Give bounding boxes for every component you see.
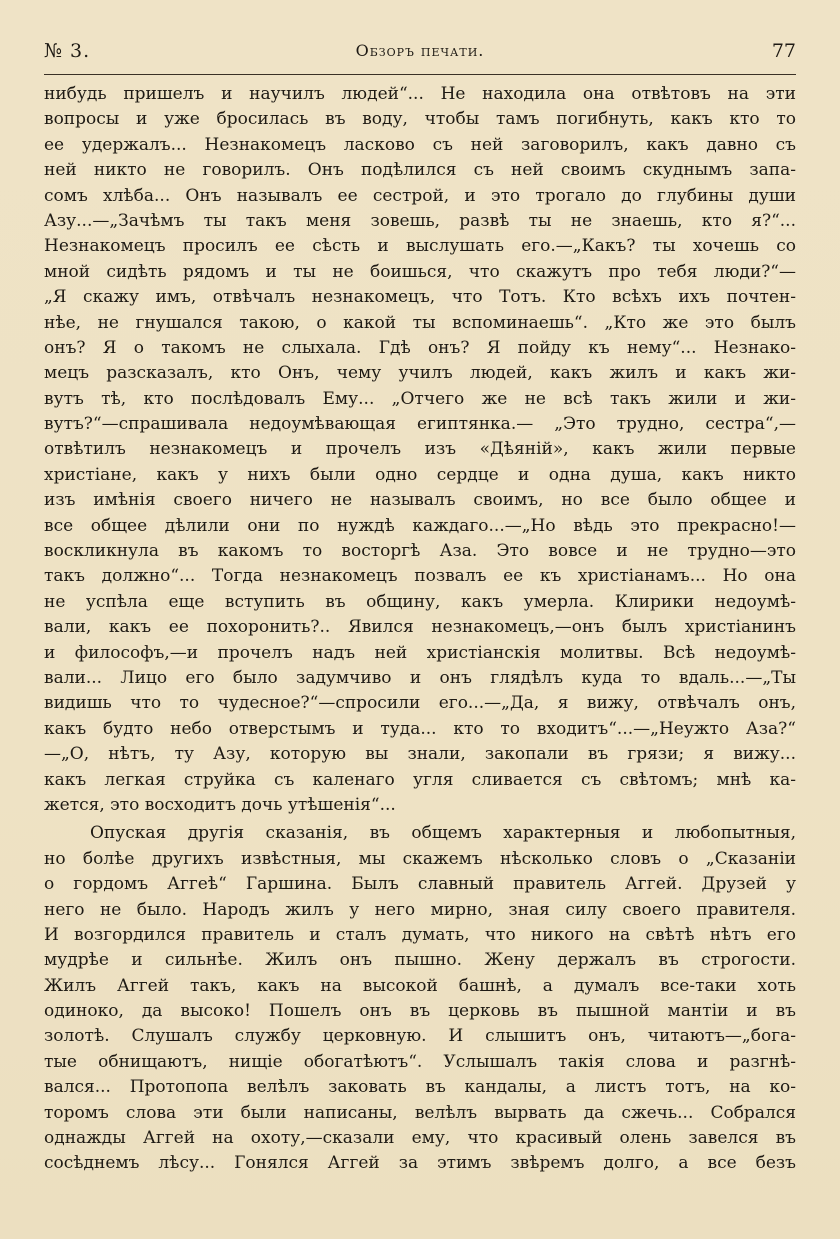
text-line: отвѣтилъ незнакомецъ и прочелъ изъ «Дѣяній», какъ жили первые — [44, 439, 796, 460]
text-line: Азу...—„Зачѣмъ ты такъ меня зовешь, развѣ ты не знаешь, кто я?“... — [44, 210, 796, 231]
text-line: однажды Аггей на охоту,—сказали ему, что красивый олень завелся въ — [44, 1128, 796, 1149]
text-line: такъ должно“... Тогда незнакомецъ позвалъ ее къ христіанамъ... Но она — [44, 566, 796, 587]
text-line: него не было. Народъ жилъ у него мирно, зная силу своего правителя. — [44, 899, 796, 920]
text-line: онъ? Я о такомъ не слыхала. Гдѣ онъ? Я пойду къ нему“... Незнако- — [44, 337, 796, 358]
text-line: вутъ тѣ, кто послѣдовалъ Ему... „Отчего же не всѣ такъ жили и жи- — [44, 388, 796, 409]
text-line: Опуская другія сказанія, въ общемъ характерныя и любопытныя, — [90, 823, 796, 844]
text-line: вался... Протопопа велѣлъ заковать въ кандалы, а листъ тотъ, на ко- — [44, 1077, 796, 1098]
text-line: вали, какъ ее похоронить?.. Явился незнакомецъ,—онъ былъ христіанинъ — [44, 617, 796, 638]
text-line: о гордомъ Аггеѣ“ Гаршина. Былъ славный правитель Аггей. Друзей у — [44, 874, 796, 895]
text-line: видишь что то чудесное?“—спросили его...—„Да, я вижу, отвѣчалъ онъ, — [44, 693, 796, 714]
text-line: христіане, какъ у нихъ были одно сердце и одна душа, какъ никто — [44, 464, 796, 485]
text-line: Незнакомецъ просилъ ее сѣсть и выслушать его.—„Какъ? ты хочешь со — [44, 236, 796, 257]
issue-number: № 3. — [44, 40, 91, 62]
page-number: 77 — [771, 40, 796, 62]
text-line: золотѣ. Слушалъ службу церковную. И слышитъ онъ, читаютъ—„бога- — [44, 1026, 796, 1047]
text-line: мной сидѣть рядомъ и ты не боишься, что скажутъ про тебя люди?“— — [44, 261, 796, 282]
text-line: и философъ,—и прочелъ надъ ней христіанскія молитвы. Всѣ недоумѣ- — [44, 642, 796, 663]
text-line: тые обнищаютъ, нищіе обогатѣютъ“. Услышалъ такія слова и разгнѣ- — [44, 1051, 796, 1072]
text-line: торомъ слова эти были написаны, велѣлъ вырвать да сжечь... Собрался — [44, 1102, 796, 1123]
text-line: какъ легкая струйка съ каленаго угля сливается съ свѣтомъ; мнѣ ка- — [44, 769, 796, 790]
text-line: одиноко, да высоко! Пошелъ онъ въ церковь въ пышной мантіи и въ — [44, 1001, 796, 1022]
text-line: И возгордился правитель и сталъ думать, что никого на свѣтѣ нѣтъ его — [44, 924, 796, 945]
text-line: но болѣе другихъ извѣстныя, мы скажемъ нѣсколько словъ о „Сказаніи — [44, 848, 796, 869]
text-line: не успѣла еще вступить въ общину, какъ умерла. Клирики недоумѣ- — [44, 591, 796, 612]
text-line: все общее дѣлили они по нуждѣ каждаго...—„Но вѣдь это прекрасно!— — [44, 515, 796, 536]
text-line: —„О, нѣтъ, ту Азу, которую вы знали, закопали въ грязи; я вижу... — [44, 744, 796, 765]
section-title: Обзоръ печати. — [355, 41, 485, 60]
text-line: вали... Лицо его было задумчиво и онъ глядѣлъ куда то вдаль...—„Ты — [44, 667, 796, 688]
text-line: изъ имѣнія своего ничего не называлъ своимъ, но все было общее и — [44, 490, 796, 511]
text-line: Жилъ Аггей такъ, какъ на высокой башнѣ, а думалъ все-таки хоть — [44, 975, 796, 996]
text-line: вопросы и уже бросилась въ воду, чтобы тамъ погибнуть, какъ кто то — [44, 109, 796, 130]
text-line: сосѣднемъ лѣсу... Гонялся Аггей за этимъ звѣремъ долго, а все безъ — [44, 1153, 796, 1174]
text-line: сомъ хлѣба... Онъ называлъ ее сестрой, и это трогало до глубины души — [44, 185, 796, 206]
paragraph — [44, 821, 796, 1176]
text-line: жется, это восходитъ дочь утѣшенія“... — [44, 794, 396, 815]
text-line: ее удержалъ... Незнакомецъ ласково съ ней заговорилъ, какъ давно съ — [44, 134, 796, 155]
running-header — [44, 34, 796, 68]
text-line: воскликнула въ какомъ то восторгѣ Аза. Это вовсе и не трудно—это — [44, 541, 796, 562]
text-line: ней никто не говорилъ. Онъ подѣлился съ ней своимъ скуднымъ запа- — [44, 160, 796, 181]
text-line: „Я скажу имъ, отвѣчалъ незнакомецъ, что Тотъ. Кто всѣхъ ихъ почтен- — [44, 287, 796, 308]
text-line: какъ будто небо отверстымъ и туда... кто то входитъ“...—„Неужто Аза?“ — [44, 718, 796, 739]
text-line: нѣе, не гнушался такою, о какой ты вспоминаешь“. „Кто же это былъ — [44, 312, 796, 333]
header-rule — [44, 74, 796, 75]
text-line: вутъ?“—спрашивала недоумѣвающая египтянка.— „Это трудно, сестра“,— — [44, 414, 796, 435]
text-line: мецъ разсказалъ, кто Онъ, чему училъ людей, какъ жилъ и какъ жи- — [44, 363, 796, 384]
text-line: нибудь пришелъ и научилъ людей“... Не находила она отвѣтовъ на эти — [44, 84, 796, 104]
text-line: мудрѣе и сильнѣе. Жилъ онъ пышно. Жену держалъ въ строгости. — [44, 950, 796, 971]
body-text — [44, 82, 796, 1177]
paragraph — [44, 82, 796, 818]
